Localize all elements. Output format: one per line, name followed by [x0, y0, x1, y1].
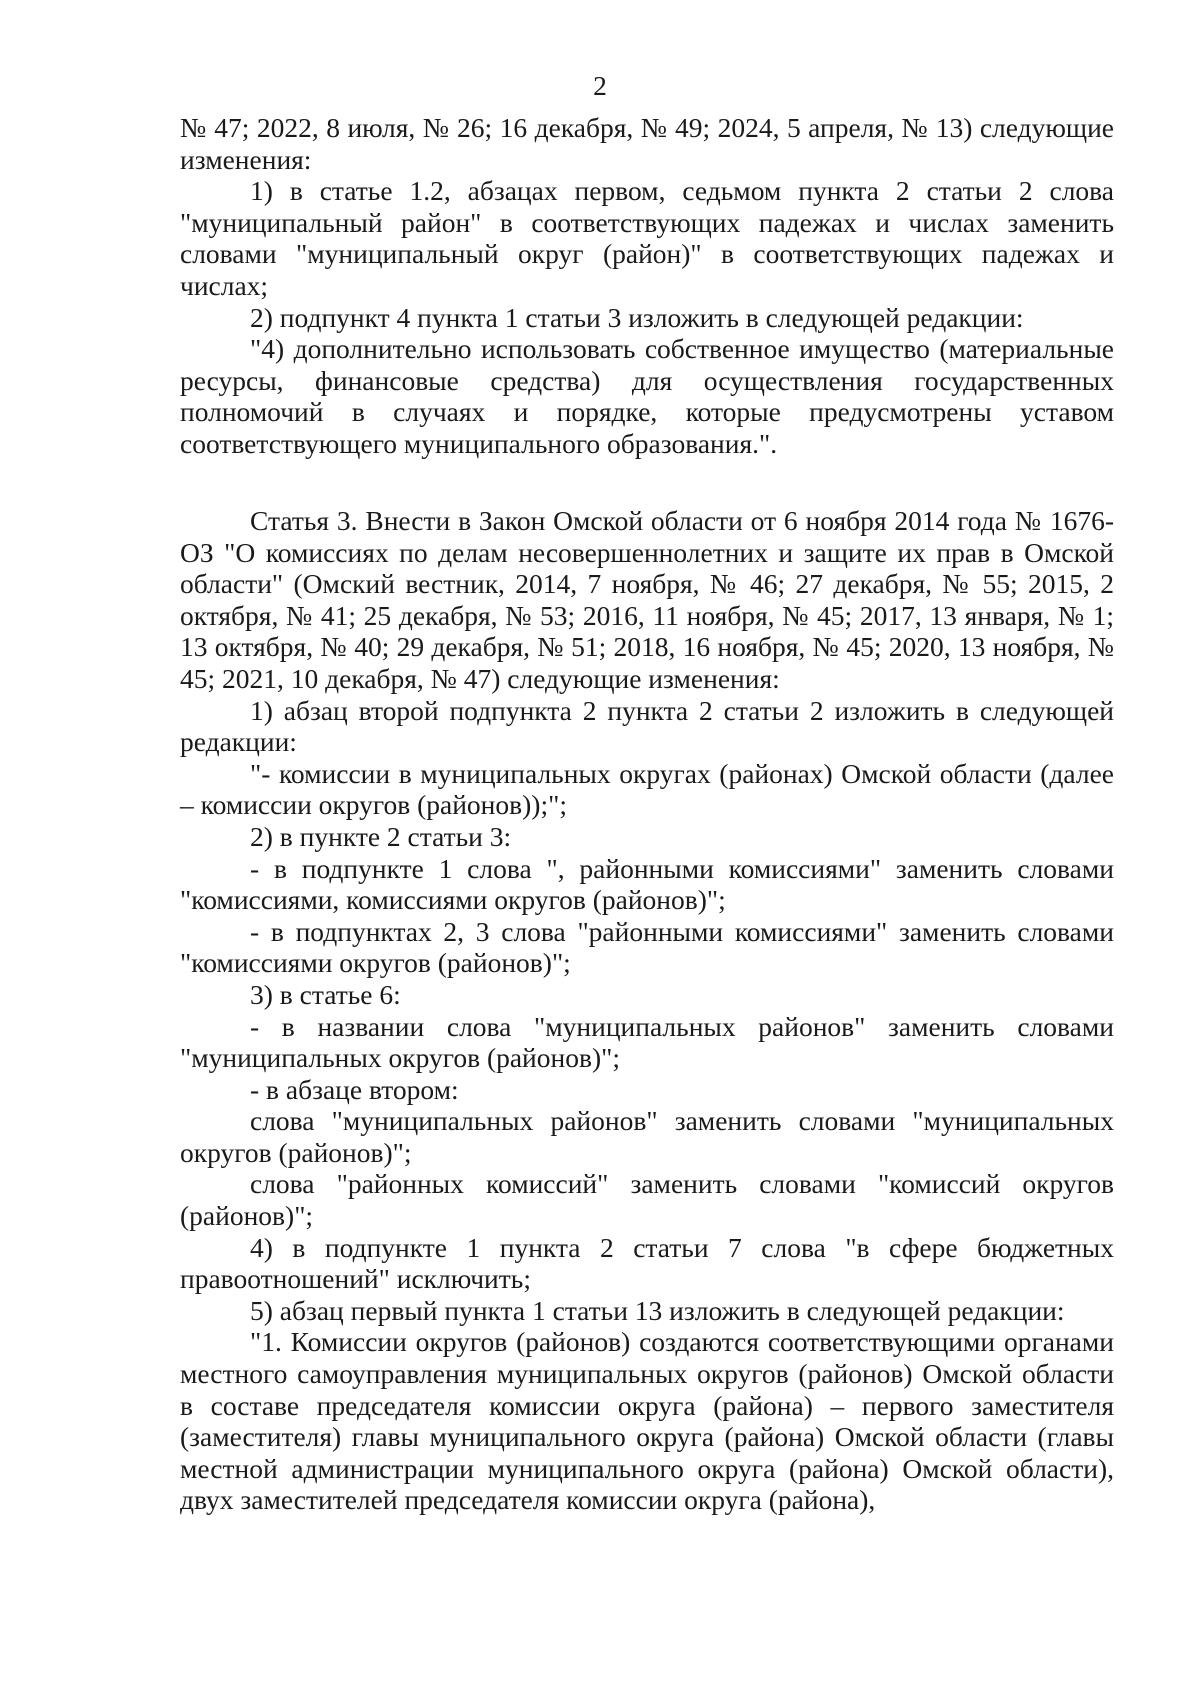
paragraph: - в названии слова "муниципальных районов" заменить словами "муниципальных округов (районов)"; — [180, 1010, 1114, 1074]
paragraph: № 47; 2022, 8 июля, № 26; 16 декабря, № 49; 2024, 5 апреля, № 13) следующие изменения: — [180, 112, 1114, 175]
paragraph: - в абзаце втором: — [250, 1073, 459, 1105]
paragraph: - в подпункте 1 слова ", районными комиссиями" заменить словами "комиссиями, комиссиями округов (районов)"; — [180, 852, 1114, 916]
paragraph: 5) абзац первый пункта 1 статьи 13 изложить в следующей редакции: — [250, 1294, 1065, 1326]
paragraph: Статья 3. Внести в Закон Омской области от 6 ноября 2014 года № 1676-ОЗ "О комиссиях по делам несовершеннолетних и защите их прав в Омской области" (Омский вестник, 2014, 7 ноября, № 46; 27 декабря, № 55; 2015, 2 октября, № 41; 25 декабря, № 53; 2016, 11 ноября, № 45; 2017, 13 января, № 1; 13 октября, № 40; 29 декабря, № 51; 2018, 16 ноября, № 45; 2020, 13 ноября, № 45; 2021, 10 декабря, № 47) следующие изменения: — [180, 505, 1114, 694]
paragraph: - в подпунктах 2, 3 слова "районными комиссиями" заменить словами "комиссиями округов (районов)"; — [180, 915, 1114, 979]
paragraph: "4) дополнительно использовать собственное имущество (материальные ресурсы, финансовые средства) для осуществления государственных полномочий в случаях и порядке, которые предусмотрены уставом соответствующего муниципального образования.". — [180, 333, 1114, 459]
paragraph: 1) абзац второй подпункта 2 пункта 2 статьи 2 изложить в следующей редакции: — [180, 694, 1114, 758]
text-block-article-3 — [180, 505, 1114, 1516]
text-block-continuation — [180, 112, 1114, 460]
paragraph: слова "муниципальных районов" заменить словами "муниципальных округов (районов)"; — [180, 1105, 1114, 1168]
paragraph: 2) подпункт 4 пункта 1 статьи 3 изложить в следующей редакции: — [250, 301, 1024, 333]
paragraph: 2) в пункте 2 статьи 3: — [250, 820, 512, 852]
paragraph: 1) в статье 1.2, абзацах первом, седьмом пункта 2 статьи 2 слова "муниципальный район" в соответствующих падежах и числах заменить словами "муниципальный округ (район)" в соответствующих падежах и числах; — [180, 175, 1114, 301]
paragraph: "- комиссии в муниципальных округах (районах) Омской области (далее – комиссии округов (районов));"; — [180, 757, 1114, 821]
page-number: 2 — [593, 70, 607, 101]
paragraph: 4) в подпункте 1 пункта 2 статьи 7 слова "в сфере бюджетных правоотношений" исключить; — [180, 1231, 1114, 1295]
paragraph: слова "районных комиссий" заменить словами "комиссий округов (районов)"; — [180, 1168, 1114, 1232]
paragraph: 3) в статье 6: — [250, 978, 401, 1010]
paragraph: "1. Комиссии округов (районов) создаются соответствующими органами местного самоуправления муниципальных округов (районов) Омской области в составе председателя комиссии округа (района) – первого заместителя (заместителя) главы муниципального округа (района) Омской области (главы местной администрации муниципального округа (района) Омской области), двух заместителей председателя комиссии округа (района), — [180, 1326, 1114, 1516]
